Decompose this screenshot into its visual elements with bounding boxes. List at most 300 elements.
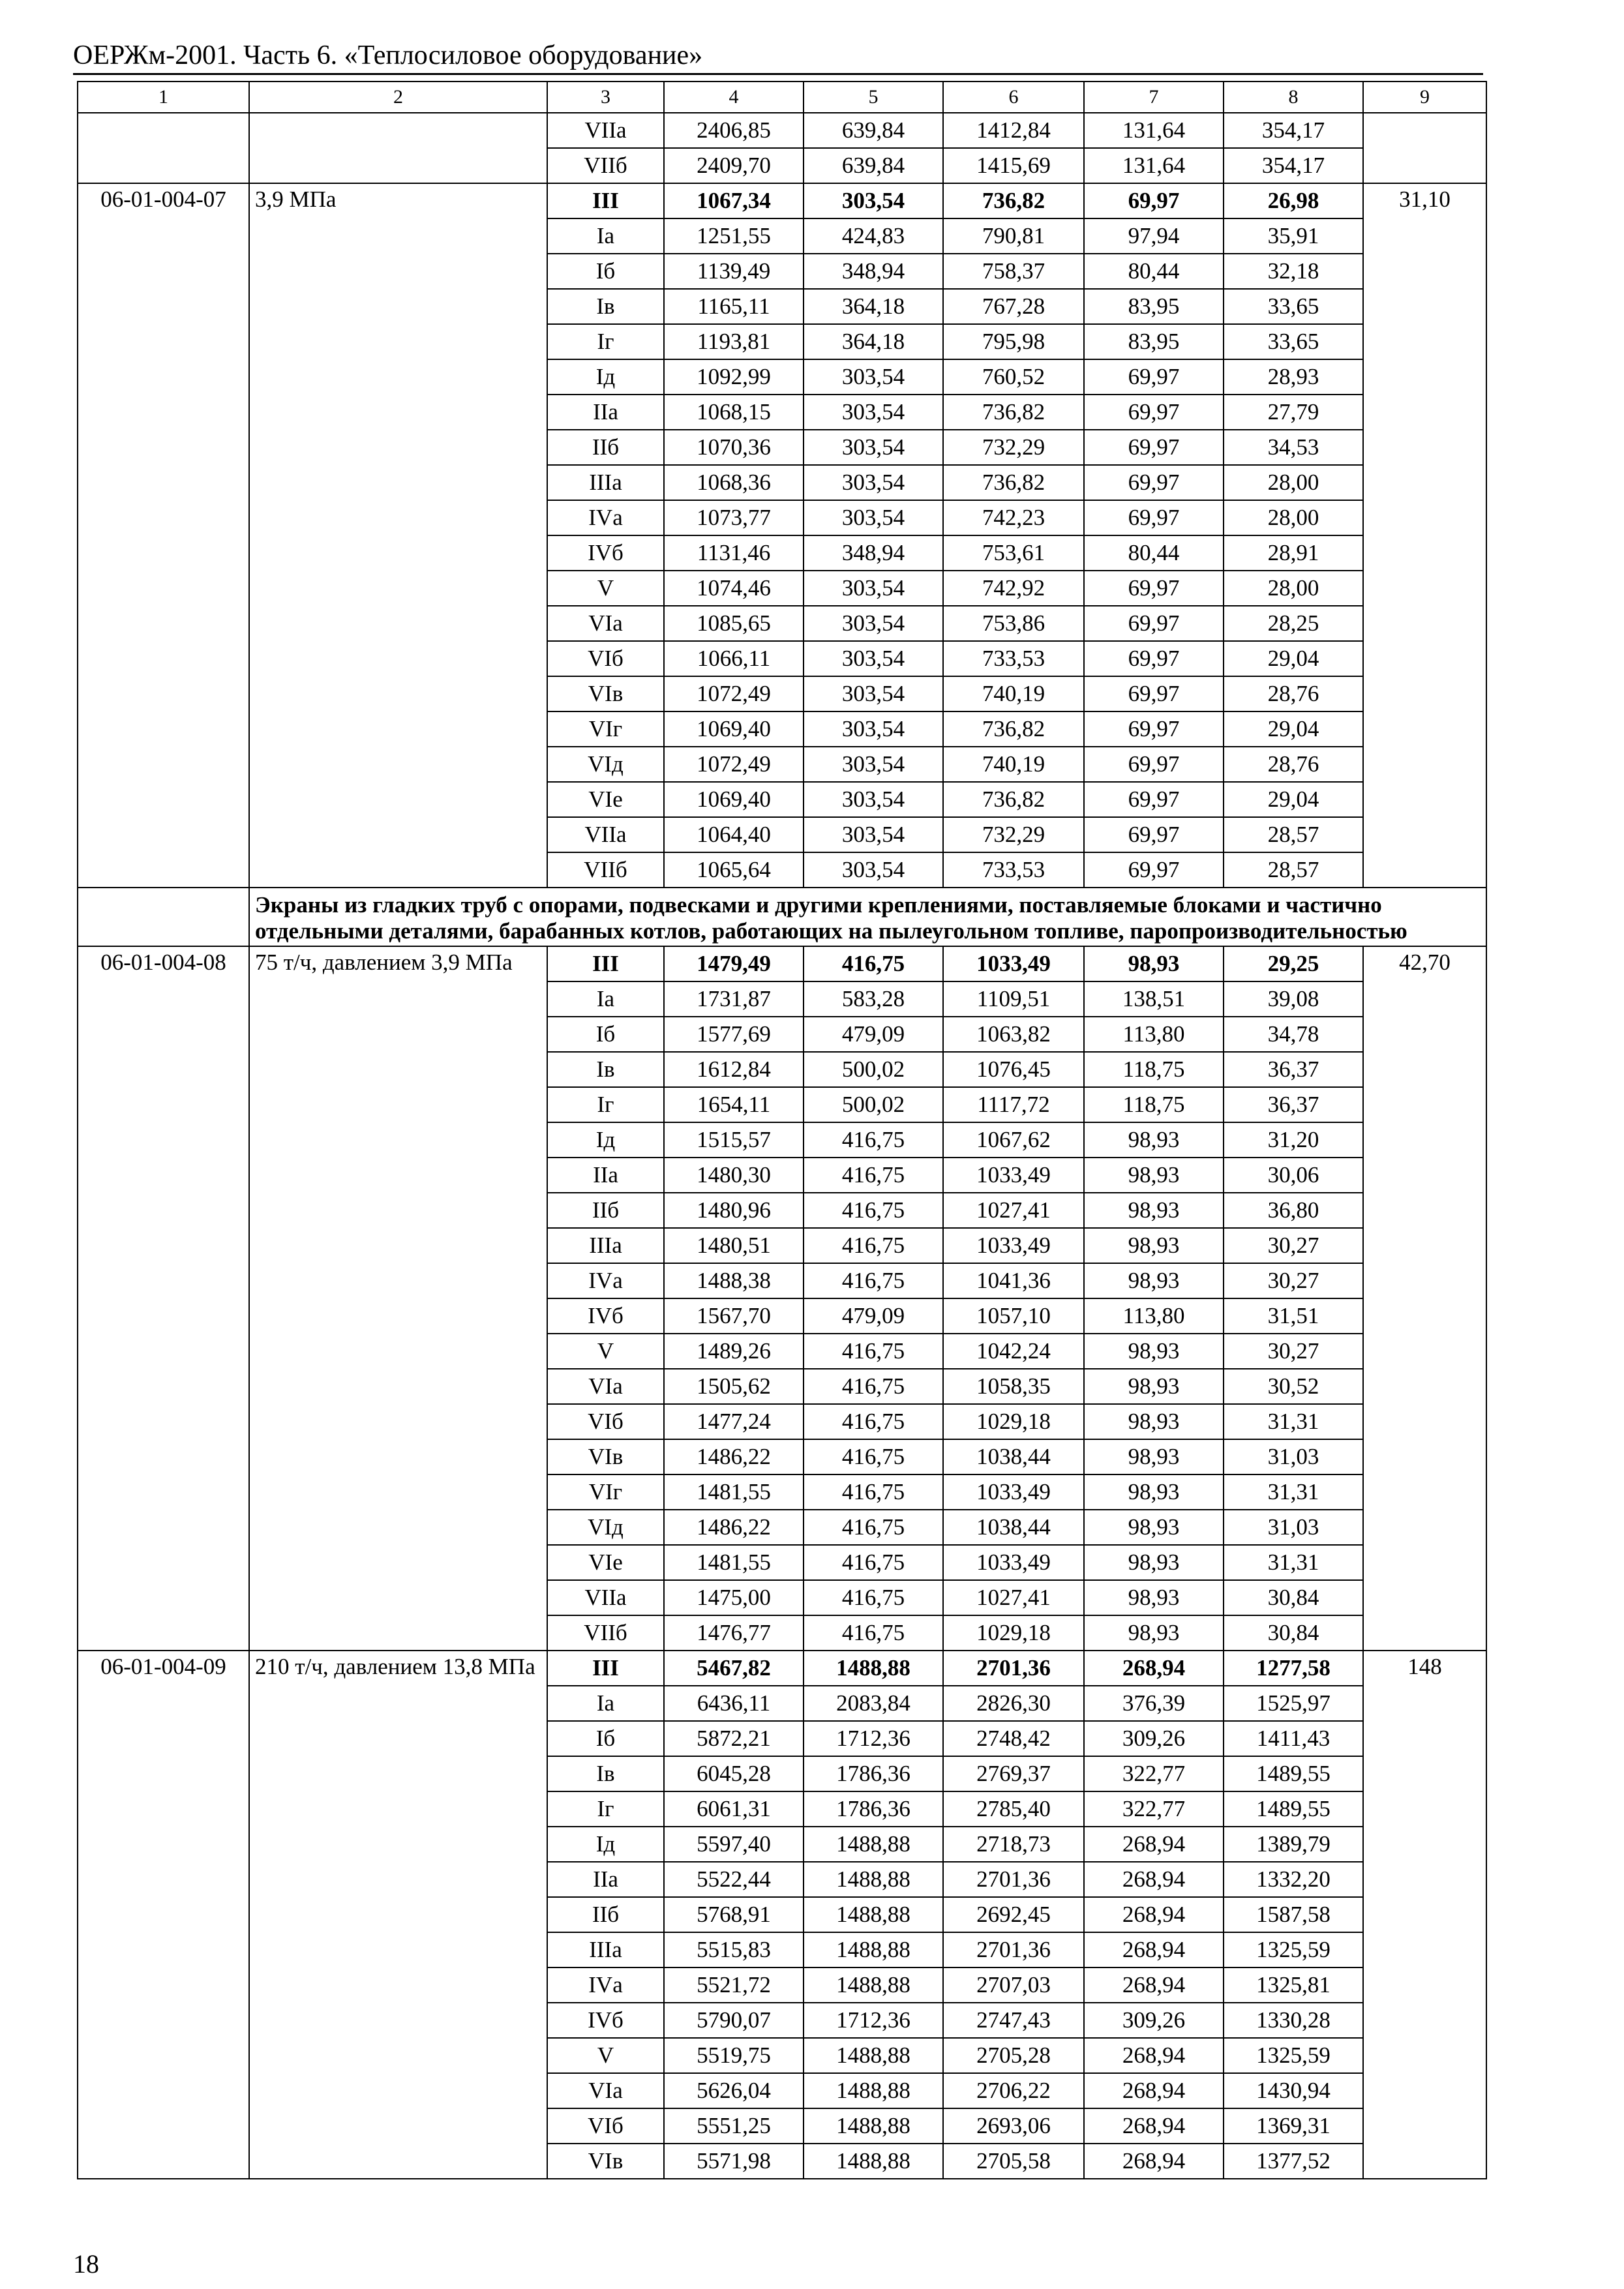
price-cell: 28,57 bbox=[1224, 817, 1363, 852]
zone-index: IIа bbox=[547, 395, 664, 430]
price-cell: 354,17 bbox=[1224, 148, 1363, 183]
zone-index: IVб bbox=[547, 535, 664, 571]
price-cell: 1069,40 bbox=[664, 782, 804, 817]
price-cell: 500,02 bbox=[804, 1052, 943, 1087]
price-cell: 1033,49 bbox=[943, 946, 1084, 981]
section-code-cell bbox=[78, 888, 249, 946]
price-cell: 69,97 bbox=[1084, 183, 1224, 218]
price-cell: 98,93 bbox=[1084, 1545, 1224, 1580]
price-cell: 5521,72 bbox=[664, 1967, 804, 2003]
price-cell: 98,93 bbox=[1084, 1334, 1224, 1369]
zone-index: Iв bbox=[547, 1756, 664, 1791]
price-cell: 69,97 bbox=[1084, 641, 1224, 676]
price-cell: 30,84 bbox=[1224, 1580, 1363, 1615]
price-cell: 1033,49 bbox=[943, 1158, 1084, 1193]
mass-cell bbox=[1363, 113, 1486, 183]
price-cell: 1029,18 bbox=[943, 1404, 1084, 1439]
zone-index: VIд bbox=[547, 747, 664, 782]
price-cell: 1033,49 bbox=[943, 1545, 1084, 1580]
price-cell: 2705,28 bbox=[943, 2038, 1084, 2073]
price-cell: 416,75 bbox=[804, 1474, 943, 1510]
price-cell: 753,61 bbox=[943, 535, 1084, 571]
price-cell: 354,17 bbox=[1224, 113, 1363, 148]
price-cell: 1068,15 bbox=[664, 395, 804, 430]
price-cell: 416,75 bbox=[804, 1510, 943, 1545]
price-cell: 69,97 bbox=[1084, 676, 1224, 711]
column-number: 6 bbox=[943, 82, 1084, 113]
price-cell: 69,97 bbox=[1084, 571, 1224, 606]
zone-index: IIб bbox=[547, 430, 664, 465]
price-cell: 416,75 bbox=[804, 1228, 943, 1263]
price-cell: 416,75 bbox=[804, 1404, 943, 1439]
zone-index: VIIб bbox=[547, 148, 664, 183]
zone-index: IIIа bbox=[547, 1932, 664, 1967]
price-cell: 583,28 bbox=[804, 981, 943, 1017]
zone-index: VIб bbox=[547, 2108, 664, 2144]
zone-index: VIIа bbox=[547, 817, 664, 852]
zone-index: IVб bbox=[547, 1298, 664, 1334]
price-cell: 303,54 bbox=[804, 500, 943, 535]
price-cell: 5872,21 bbox=[664, 1721, 804, 1756]
price-cell: 138,51 bbox=[1084, 981, 1224, 1017]
price-cell: 1411,43 bbox=[1224, 1721, 1363, 1756]
price-cell: 733,53 bbox=[943, 852, 1084, 888]
table-row bbox=[78, 946, 1486, 981]
zone-index: Iб bbox=[547, 1721, 664, 1756]
price-cell: 1587,58 bbox=[1224, 1897, 1363, 1932]
price-cell: 416,75 bbox=[804, 1158, 943, 1193]
price-cell: 1193,81 bbox=[664, 324, 804, 359]
price-cell: 1712,36 bbox=[804, 2003, 943, 2038]
price-cell: 69,97 bbox=[1084, 747, 1224, 782]
price-cell: 98,93 bbox=[1084, 1439, 1224, 1474]
zone-index: Iб bbox=[547, 1017, 664, 1052]
price-cell: 5790,07 bbox=[664, 2003, 804, 2038]
price-cell: 348,94 bbox=[804, 535, 943, 571]
price-cell: 268,94 bbox=[1084, 1932, 1224, 1967]
price-cell: 113,80 bbox=[1084, 1298, 1224, 1334]
price-cell: 1481,55 bbox=[664, 1545, 804, 1580]
price-cell: 28,76 bbox=[1224, 676, 1363, 711]
price-cell: 98,93 bbox=[1084, 1158, 1224, 1193]
price-cell: 740,19 bbox=[943, 747, 1084, 782]
price-cell: 1369,31 bbox=[1224, 2108, 1363, 2144]
price-cell: 758,37 bbox=[943, 254, 1084, 289]
price-cell: 30,27 bbox=[1224, 1228, 1363, 1263]
price-cell: 1415,69 bbox=[943, 148, 1084, 183]
price-cell: 31,31 bbox=[1224, 1474, 1363, 1510]
price-cell: 2692,45 bbox=[943, 1897, 1084, 1932]
price-cell: 98,93 bbox=[1084, 1404, 1224, 1439]
price-cell: 98,93 bbox=[1084, 946, 1224, 981]
zone-index: IVб bbox=[547, 2003, 664, 2038]
price-cell: 303,54 bbox=[804, 676, 943, 711]
price-cell: 1325,59 bbox=[1224, 2038, 1363, 2073]
price-cell: 5768,91 bbox=[664, 1897, 804, 1932]
price-cell: 69,97 bbox=[1084, 711, 1224, 747]
price-cell: 303,54 bbox=[804, 606, 943, 641]
price-cell: 6045,28 bbox=[664, 1756, 804, 1791]
column-number: 2 bbox=[249, 82, 547, 113]
price-cell: 309,26 bbox=[1084, 1721, 1224, 1756]
price-cell: 30,06 bbox=[1224, 1158, 1363, 1193]
price-cell: 1038,44 bbox=[943, 1510, 1084, 1545]
price-cell: 34,78 bbox=[1224, 1017, 1363, 1052]
price-cell: 303,54 bbox=[804, 817, 943, 852]
price-cell: 1066,11 bbox=[664, 641, 804, 676]
zone-index: Iа bbox=[547, 981, 664, 1017]
price-cell: 309,26 bbox=[1084, 2003, 1224, 2038]
zone-index: VIб bbox=[547, 1404, 664, 1439]
price-cell: 364,18 bbox=[804, 289, 943, 324]
price-cell: 1070,36 bbox=[664, 430, 804, 465]
price-cell: 1525,97 bbox=[1224, 1686, 1363, 1721]
price-cell: 118,75 bbox=[1084, 1087, 1224, 1122]
price-cell: 1731,87 bbox=[664, 981, 804, 1017]
zone-index: VIг bbox=[547, 1474, 664, 1510]
table-row bbox=[78, 113, 1486, 148]
price-cell: 1085,65 bbox=[664, 606, 804, 641]
price-cell: 268,94 bbox=[1084, 1827, 1224, 1862]
price-cell: 1712,36 bbox=[804, 1721, 943, 1756]
price-cell: 28,57 bbox=[1224, 852, 1363, 888]
price-cell: 31,31 bbox=[1224, 1404, 1363, 1439]
zone-index: VIа bbox=[547, 1369, 664, 1404]
zone-index: VIа bbox=[547, 2073, 664, 2108]
zone-index: IIб bbox=[547, 1897, 664, 1932]
rate-code bbox=[78, 113, 249, 183]
price-cell: 98,93 bbox=[1084, 1122, 1224, 1158]
rates-table-body bbox=[78, 82, 1486, 2179]
price-cell: 1488,88 bbox=[804, 1932, 943, 1967]
price-cell: 736,82 bbox=[943, 395, 1084, 430]
price-cell: 2409,70 bbox=[664, 148, 804, 183]
price-cell: 35,91 bbox=[1224, 218, 1363, 254]
price-cell: 30,52 bbox=[1224, 1369, 1363, 1404]
price-cell: 1325,81 bbox=[1224, 1967, 1363, 2003]
price-cell: 303,54 bbox=[804, 641, 943, 676]
price-cell: 2083,84 bbox=[804, 1686, 943, 1721]
zone-index: VIг bbox=[547, 711, 664, 747]
price-cell: 1277,58 bbox=[1224, 1651, 1363, 1686]
price-cell: 2701,36 bbox=[943, 1932, 1084, 1967]
price-cell: 1092,99 bbox=[664, 359, 804, 395]
price-cell: 416,75 bbox=[804, 1615, 943, 1651]
price-cell: 1479,49 bbox=[664, 946, 804, 981]
price-cell: 118,75 bbox=[1084, 1052, 1224, 1087]
rate-name: 75 т/ч, давлением 3,9 МПа bbox=[249, 946, 547, 1651]
price-cell: 31,03 bbox=[1224, 1510, 1363, 1545]
price-cell: 80,44 bbox=[1084, 254, 1224, 289]
price-cell: 1251,55 bbox=[664, 218, 804, 254]
price-cell: 1486,22 bbox=[664, 1510, 804, 1545]
price-cell: 28,00 bbox=[1224, 500, 1363, 535]
price-cell: 1064,40 bbox=[664, 817, 804, 852]
price-cell: 767,28 bbox=[943, 289, 1084, 324]
price-cell: 1065,64 bbox=[664, 852, 804, 888]
price-cell: 268,94 bbox=[1084, 1651, 1224, 1686]
price-cell: 1475,00 bbox=[664, 1580, 804, 1615]
price-cell: 1072,49 bbox=[664, 676, 804, 711]
price-cell: 753,86 bbox=[943, 606, 1084, 641]
price-cell: 740,19 bbox=[943, 676, 1084, 711]
price-cell: 416,75 bbox=[804, 1439, 943, 1474]
zone-index: VIв bbox=[547, 2144, 664, 2179]
price-cell: 1377,52 bbox=[1224, 2144, 1363, 2179]
price-cell: 1042,24 bbox=[943, 1334, 1084, 1369]
price-cell: 113,80 bbox=[1084, 1017, 1224, 1052]
price-cell: 6061,31 bbox=[664, 1791, 804, 1827]
price-cell: 1139,49 bbox=[664, 254, 804, 289]
zone-index: IVа bbox=[547, 1263, 664, 1298]
price-cell: 2406,85 bbox=[664, 113, 804, 148]
zone-index: Iа bbox=[547, 218, 664, 254]
price-cell: 1489,55 bbox=[1224, 1791, 1363, 1827]
price-cell: 1486,22 bbox=[664, 1439, 804, 1474]
price-cell: 2707,03 bbox=[943, 1967, 1084, 2003]
price-cell: 2769,37 bbox=[943, 1756, 1084, 1791]
price-cell: 97,94 bbox=[1084, 218, 1224, 254]
price-cell: 1131,46 bbox=[664, 535, 804, 571]
price-cell: 732,29 bbox=[943, 430, 1084, 465]
zone-index: VIIа bbox=[547, 113, 664, 148]
rate-name: 3,9 МПа bbox=[249, 183, 547, 888]
price-cell: 34,53 bbox=[1224, 430, 1363, 465]
zone-index: Iг bbox=[547, 1087, 664, 1122]
price-cell: 416,75 bbox=[804, 1334, 943, 1369]
price-cell: 303,54 bbox=[804, 395, 943, 430]
column-number: 7 bbox=[1084, 82, 1224, 113]
zone-index: VIа bbox=[547, 606, 664, 641]
price-cell: 69,97 bbox=[1084, 852, 1224, 888]
zone-index: IIа bbox=[547, 1158, 664, 1193]
zone-index: VIIб bbox=[547, 852, 664, 888]
price-cell: 1488,88 bbox=[804, 2144, 943, 2179]
price-cell: 1488,88 bbox=[804, 1967, 943, 2003]
price-cell: 69,97 bbox=[1084, 395, 1224, 430]
zone-index: III bbox=[547, 183, 664, 218]
price-cell: 416,75 bbox=[804, 1545, 943, 1580]
price-cell: 98,93 bbox=[1084, 1510, 1224, 1545]
price-cell: 5626,04 bbox=[664, 2073, 804, 2108]
price-cell: 1033,49 bbox=[943, 1474, 1084, 1510]
price-cell: 760,52 bbox=[943, 359, 1084, 395]
zone-index: VIд bbox=[547, 1510, 664, 1545]
price-cell: 303,54 bbox=[804, 571, 943, 606]
price-cell: 303,54 bbox=[804, 747, 943, 782]
price-cell: 69,97 bbox=[1084, 359, 1224, 395]
price-cell: 28,00 bbox=[1224, 465, 1363, 500]
rates-table bbox=[77, 81, 1487, 2179]
price-cell: 98,93 bbox=[1084, 1228, 1224, 1263]
table-row bbox=[78, 183, 1486, 218]
table-row bbox=[78, 1651, 1486, 1686]
price-cell: 1109,51 bbox=[943, 981, 1084, 1017]
price-cell: 1489,55 bbox=[1224, 1756, 1363, 1791]
price-cell: 479,09 bbox=[804, 1298, 943, 1334]
price-cell: 1072,49 bbox=[664, 747, 804, 782]
price-cell: 36,37 bbox=[1224, 1052, 1363, 1087]
price-cell: 1488,88 bbox=[804, 1827, 943, 1862]
section-heading-row bbox=[78, 888, 1486, 946]
price-cell: 1567,70 bbox=[664, 1298, 804, 1334]
rate-code: 06-01-004-09 bbox=[78, 1651, 249, 2179]
price-cell: 736,82 bbox=[943, 183, 1084, 218]
price-cell: 69,97 bbox=[1084, 465, 1224, 500]
price-cell: 639,84 bbox=[804, 148, 943, 183]
price-cell: 1067,34 bbox=[664, 183, 804, 218]
zone-index: V bbox=[547, 1334, 664, 1369]
zone-index: VIв bbox=[547, 1439, 664, 1474]
price-cell: 416,75 bbox=[804, 1193, 943, 1228]
rate-name: 210 т/ч, давлением 13,8 МПа bbox=[249, 1651, 547, 2179]
price-cell: 1058,35 bbox=[943, 1369, 1084, 1404]
price-cell: 5522,44 bbox=[664, 1862, 804, 1897]
price-cell: 98,93 bbox=[1084, 1193, 1224, 1228]
price-cell: 303,54 bbox=[804, 711, 943, 747]
price-cell: 31,03 bbox=[1224, 1439, 1363, 1474]
price-cell: 1481,55 bbox=[664, 1474, 804, 1510]
price-cell: 27,79 bbox=[1224, 395, 1363, 430]
price-cell: 69,97 bbox=[1084, 430, 1224, 465]
price-cell: 1069,40 bbox=[664, 711, 804, 747]
price-cell: 98,93 bbox=[1084, 1580, 1224, 1615]
column-number: 8 bbox=[1224, 82, 1363, 113]
price-cell: 416,75 bbox=[804, 1263, 943, 1298]
price-cell: 1073,77 bbox=[664, 500, 804, 535]
price-cell: 1430,94 bbox=[1224, 2073, 1363, 2108]
zone-index: III bbox=[547, 946, 664, 981]
price-cell: 98,93 bbox=[1084, 1263, 1224, 1298]
zone-index: Iг bbox=[547, 1791, 664, 1827]
price-cell: 83,95 bbox=[1084, 289, 1224, 324]
price-cell: 1480,96 bbox=[664, 1193, 804, 1228]
price-cell: 1654,11 bbox=[664, 1087, 804, 1122]
price-cell: 1488,88 bbox=[804, 1651, 943, 1686]
rate-code: 06-01-004-07 bbox=[78, 183, 249, 888]
price-cell: 736,82 bbox=[943, 465, 1084, 500]
price-cell: 348,94 bbox=[804, 254, 943, 289]
price-cell: 29,04 bbox=[1224, 782, 1363, 817]
price-cell: 736,82 bbox=[943, 782, 1084, 817]
column-number: 3 bbox=[547, 82, 664, 113]
page-header: ОЕРЖм-2001. Часть 6. «Теплосиловое оборудование» bbox=[73, 40, 703, 70]
price-cell: 2718,73 bbox=[943, 1827, 1084, 1862]
price-cell: 80,44 bbox=[1084, 535, 1224, 571]
zone-index: VIе bbox=[547, 1545, 664, 1580]
zone-index: Iд bbox=[547, 1122, 664, 1158]
price-cell: 1027,41 bbox=[943, 1193, 1084, 1228]
price-cell: 69,97 bbox=[1084, 782, 1224, 817]
price-cell: 5519,75 bbox=[664, 2038, 804, 2073]
mass-cell: 31,10 bbox=[1363, 183, 1486, 888]
price-cell: 1067,62 bbox=[943, 1122, 1084, 1158]
mass-cell: 148 bbox=[1363, 1651, 1486, 2179]
price-cell: 69,97 bbox=[1084, 817, 1224, 852]
price-cell: 69,97 bbox=[1084, 500, 1224, 535]
price-cell: 1488,88 bbox=[804, 2038, 943, 2073]
price-cell: 2748,42 bbox=[943, 1721, 1084, 1756]
price-cell: 5597,40 bbox=[664, 1827, 804, 1862]
price-cell: 303,54 bbox=[804, 852, 943, 888]
price-cell: 83,95 bbox=[1084, 324, 1224, 359]
price-cell: 1074,46 bbox=[664, 571, 804, 606]
price-cell: 500,02 bbox=[804, 1087, 943, 1122]
zone-index: Iг bbox=[547, 324, 664, 359]
price-cell: 1477,24 bbox=[664, 1404, 804, 1439]
price-cell: 5551,25 bbox=[664, 2108, 804, 2144]
page-number: 18 bbox=[73, 2249, 99, 2279]
price-cell: 416,75 bbox=[804, 1580, 943, 1615]
price-cell: 1033,49 bbox=[943, 1228, 1084, 1263]
price-cell: 28,25 bbox=[1224, 606, 1363, 641]
price-cell: 1068,36 bbox=[664, 465, 804, 500]
price-cell: 1057,10 bbox=[943, 1298, 1084, 1334]
price-cell: 29,04 bbox=[1224, 711, 1363, 747]
column-number: 9 bbox=[1363, 82, 1486, 113]
price-cell: 2747,43 bbox=[943, 2003, 1084, 2038]
price-cell: 1076,45 bbox=[943, 1052, 1084, 1087]
price-cell: 131,64 bbox=[1084, 148, 1224, 183]
price-cell: 28,93 bbox=[1224, 359, 1363, 395]
price-cell: 364,18 bbox=[804, 324, 943, 359]
rate-code: 06-01-004-08 bbox=[78, 946, 249, 1651]
price-cell: 98,93 bbox=[1084, 1615, 1224, 1651]
price-cell: 1476,77 bbox=[664, 1615, 804, 1651]
price-cell: 1063,82 bbox=[943, 1017, 1084, 1052]
price-cell: 1325,59 bbox=[1224, 1932, 1363, 1967]
price-cell: 2785,40 bbox=[943, 1791, 1084, 1827]
price-cell: 69,97 bbox=[1084, 606, 1224, 641]
price-cell: 1027,41 bbox=[943, 1580, 1084, 1615]
zone-index: Iд bbox=[547, 359, 664, 395]
price-cell: 1488,38 bbox=[664, 1263, 804, 1298]
column-number-row bbox=[78, 82, 1486, 113]
zone-index: IIIа bbox=[547, 1228, 664, 1263]
zone-index: IIIа bbox=[547, 465, 664, 500]
section-heading: Экраны из гладких труб с опорами, подвесками и другими креплениями, поставляемые блоками и частично отдельными деталями, барабанных котлов, работающих на пылеугольном топливе, паропроизводительностью bbox=[249, 888, 1486, 946]
price-cell: 303,54 bbox=[804, 430, 943, 465]
price-cell: 268,94 bbox=[1084, 2108, 1224, 2144]
price-cell: 795,98 bbox=[943, 324, 1084, 359]
price-cell: 732,29 bbox=[943, 817, 1084, 852]
price-cell: 28,76 bbox=[1224, 747, 1363, 782]
zone-index: VIв bbox=[547, 676, 664, 711]
price-cell: 28,00 bbox=[1224, 571, 1363, 606]
price-cell: 268,94 bbox=[1084, 2144, 1224, 2179]
price-cell: 639,84 bbox=[804, 113, 943, 148]
zone-index: V bbox=[547, 2038, 664, 2073]
price-cell: 268,94 bbox=[1084, 1897, 1224, 1932]
price-cell: 1786,36 bbox=[804, 1756, 943, 1791]
zone-index: Iд bbox=[547, 1827, 664, 1862]
zone-index: IIб bbox=[547, 1193, 664, 1228]
price-cell: 1389,79 bbox=[1224, 1827, 1363, 1862]
price-cell: 1488,88 bbox=[804, 2073, 943, 2108]
zone-index: VIIб bbox=[547, 1615, 664, 1651]
price-cell: 416,75 bbox=[804, 946, 943, 981]
price-cell: 33,65 bbox=[1224, 324, 1363, 359]
price-cell: 5571,98 bbox=[664, 2144, 804, 2179]
price-cell: 1412,84 bbox=[943, 113, 1084, 148]
zone-index: V bbox=[547, 571, 664, 606]
price-cell: 30,27 bbox=[1224, 1334, 1363, 1369]
price-cell: 39,08 bbox=[1224, 981, 1363, 1017]
price-cell: 30,27 bbox=[1224, 1263, 1363, 1298]
price-cell: 303,54 bbox=[804, 782, 943, 817]
column-number: 1 bbox=[78, 82, 249, 113]
price-cell: 736,82 bbox=[943, 711, 1084, 747]
